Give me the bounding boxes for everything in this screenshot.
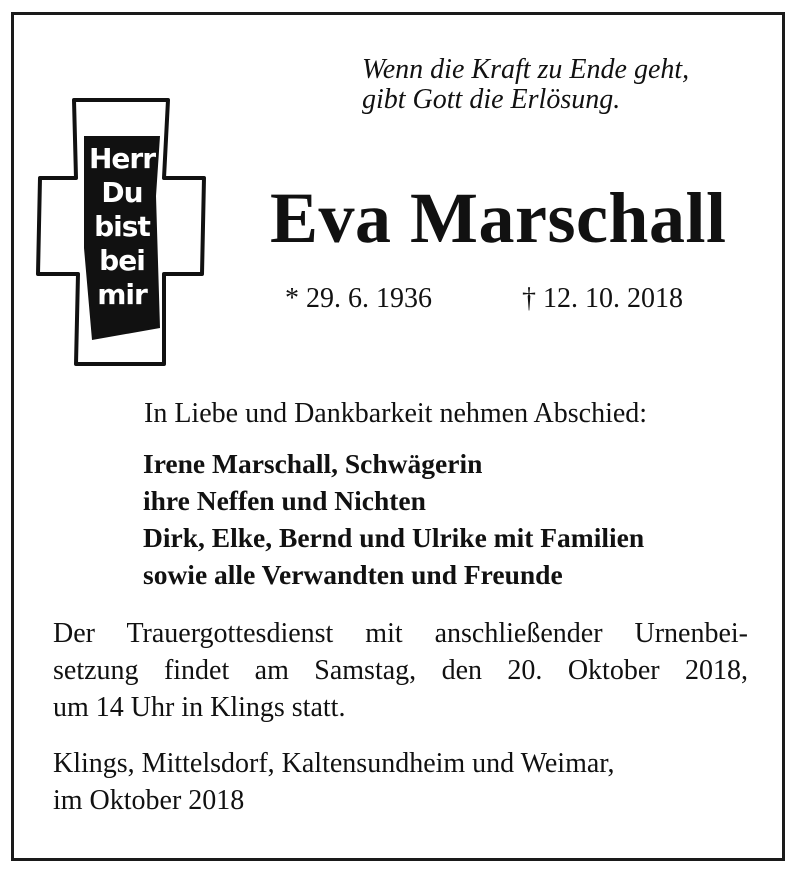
mourner-line: ihre Neffen und Nichten [143,485,426,516]
motto-line: gibt Gott die Erlösung. [362,84,621,115]
date-line: im Oktober 2018 [53,785,245,816]
service-info [53,615,748,726]
mourner-line: Dirk, Elke, Bernd und Ulrike mit Familien [143,522,645,553]
motto-quote [362,55,762,115]
places-and-date [53,745,614,819]
cross-line: bei [99,244,145,277]
mourner-line: Irene Marschall, Schwägerin [143,448,483,479]
mourner-line: sowie alle Verwandten und Freunde [143,559,563,590]
death-date: † 12. 10. 2018 [522,283,683,314]
motto-line: Wenn die Kraft zu Ende geht, [362,54,690,85]
service-line: Der Trauergottesdienst mit anschließender Urnenbei- [53,618,748,649]
cross-line: Herr [88,142,156,175]
service-line: setzung findet am Samstag, den 20. Oktober 2018, [53,655,748,686]
cross-line: mir [97,278,147,311]
deceased-name: Eva Marschall [270,178,727,258]
service-line: um 14 Uhr in Klings statt. [53,692,346,723]
cross-inscription [82,142,162,312]
cross-emblem [36,98,206,368]
mourners-list [143,445,644,593]
places-line: Klings, Mittelsdorf, Kaltensundheim und Weimar, [53,748,615,779]
cross-line: bist [94,210,150,243]
farewell-intro: In Liebe und Dankbarkeit nehmen Abschied: [144,398,648,429]
cross-line: Du [101,176,143,209]
birth-date: * 29. 6. 1936 [285,283,432,314]
